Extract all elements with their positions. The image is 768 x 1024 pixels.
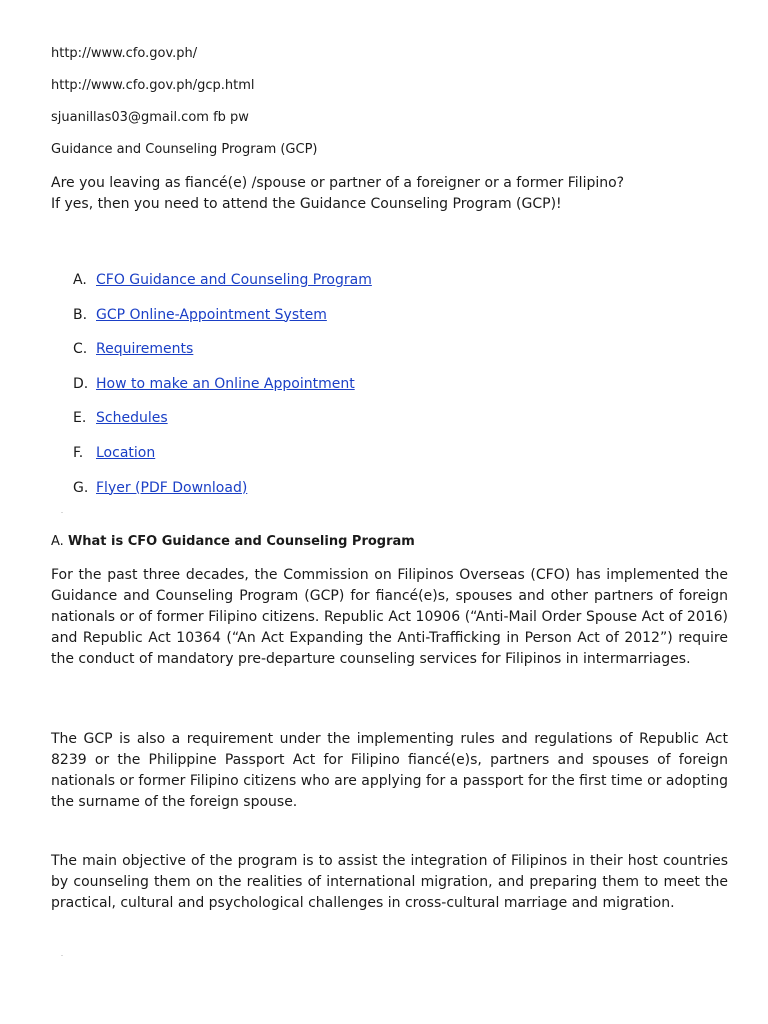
intro-question: Are you leaving as fiancé(e) /spouse or partner of a foreigner or a former Filipino? xyxy=(51,175,625,191)
scan-speck xyxy=(61,955,63,956)
section-a-title: What is CFO Guidance and Counseling Program xyxy=(67,534,415,549)
url-cfo-home[interactable]: http://www.cfo.gov.ph/ xyxy=(51,46,198,61)
toc-item xyxy=(73,443,372,478)
section-a-heading xyxy=(51,533,415,551)
toc-link-online-appointment-system[interactable]: GCP Online-Appointment System xyxy=(96,306,327,323)
toc-item xyxy=(73,374,372,409)
toc-item xyxy=(73,408,372,443)
program-title: Guidance and Counseling Program (GCP) xyxy=(51,142,318,157)
toc-link-how-to-appointment[interactable]: How to make an Online Appointment xyxy=(96,375,355,392)
toc-letter: B. xyxy=(73,306,88,323)
toc-link-location[interactable]: Location xyxy=(96,444,156,461)
section-a-paragraph-3: The main objective of the program is to assist the integration of Filipinos in their host countries by counseling them on the realities of international migration, and preparing them to meet the practical, cultural and psychological challenges in cross-cultural marriage and migration. xyxy=(51,853,728,911)
toc-item xyxy=(73,305,372,340)
toc-item xyxy=(73,339,372,374)
scan-speck xyxy=(61,512,63,513)
toc-letter: G. xyxy=(73,479,89,496)
section-a-paragraph-2: The GCP is also a requirement under the implementing rules and regulations of Republic Act 8239 or the Philippine Passport Act for Filipino fiancé(e)s, partners and spouses of foreign nationals or former Filipino citizens who are applying for a passport for the first time or adopting the surname of the foreign spouse. xyxy=(51,731,728,810)
toc-letter: F. xyxy=(73,444,84,461)
toc-link-cfo-gcp[interactable]: CFO Guidance and Counseling Program xyxy=(96,272,372,288)
toc-link-requirements[interactable]: Requirements xyxy=(96,341,194,358)
url-cfo-gcp[interactable]: http://www.cfo.gov.ph/gcp.html xyxy=(51,78,255,93)
toc-letter: A. xyxy=(73,272,87,288)
toc-letter: E. xyxy=(73,410,87,427)
table-of-contents xyxy=(73,270,372,512)
toc-link-flyer-pdf[interactable]: Flyer (PDF Download) xyxy=(96,479,248,496)
account-note: sjuanillas03@gmail.com fb pw xyxy=(51,110,249,125)
section-a-paragraph-1: For the past three decades, the Commission on Filipinos Overseas (CFO) has implemented the Guidance and Counseling Program (GCP) for fiancé(e)s, spouses and other partners of foreign nationals or of former Filipino citizens. Republic Act 10906 (“Anti-Mail Order Spouse Act of 2016) and Republic Act 10364 (“An Act Expanding the Anti-Trafficking in Person Act of 2012”) require the conduct of mandatory pre-departure counseling services for Filipinos in intermarriages. xyxy=(51,567,728,667)
toc-link-schedules[interactable]: Schedules xyxy=(96,410,168,427)
toc-item xyxy=(73,270,372,305)
toc-letter: C. xyxy=(73,341,88,358)
toc-item xyxy=(73,478,372,513)
toc-letter: D. xyxy=(73,375,89,392)
intro-answer: If yes, then you need to attend the Guidance Counseling Program (GCP)! xyxy=(51,196,562,212)
section-a-prefix: A. xyxy=(51,534,68,549)
